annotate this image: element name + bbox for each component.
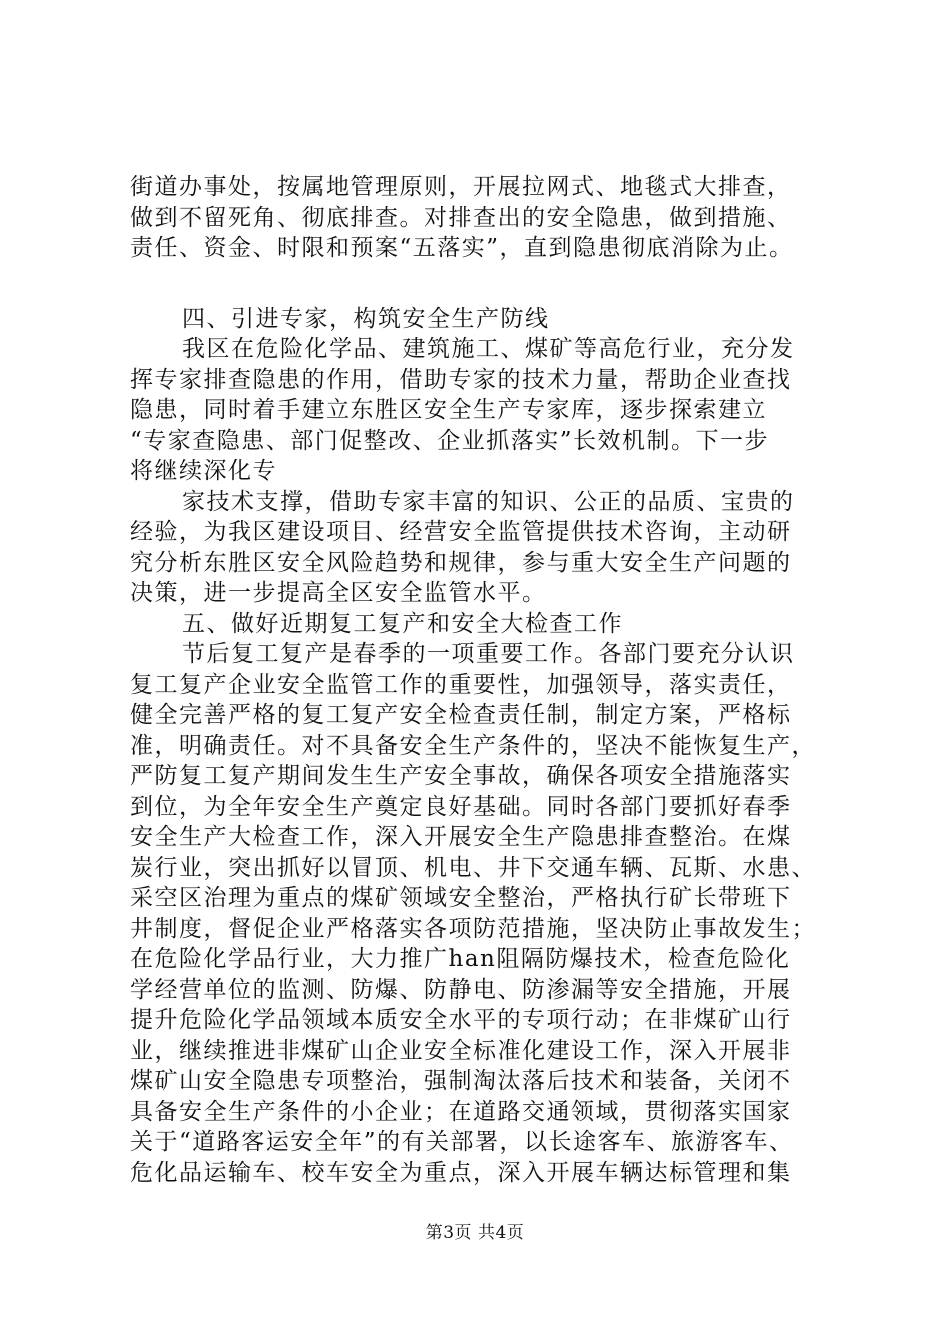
text-line: 我区在危险化学品、建筑施工、煤矿等高危行业，充分发 xyxy=(182,336,795,362)
document-body xyxy=(130,172,830,1188)
section-heading-5: 五、做好近期复工复产和安全大检查工作 xyxy=(182,610,623,637)
text-line: 到位，为全年安全生产奠定良好基础。同时各部门要抓好春季 xyxy=(130,793,792,820)
text-line: 究分析东胜区安全风险趋势和规律，参与重大安全生产问题的 xyxy=(130,549,792,576)
text-line: 经验，为我区建设项目、经营安全监管提供技术咨询，主动研 xyxy=(130,519,792,545)
text-line: 煤矿山安全隐患专项整治，强制淘汰落后技术和装备，关闭不 xyxy=(130,1068,792,1094)
section-heading-4: 四、引进专家，构筑安全生产防线 xyxy=(182,305,550,332)
paragraph-experts xyxy=(130,334,830,487)
paragraph-expert-support xyxy=(130,487,830,609)
text-line: 决策，进一步提高全区安全监管水平。 xyxy=(130,580,547,606)
text-line: 关于“道路客运安全年”的有关部署，以长途客车、旅游客车、 xyxy=(130,1129,794,1155)
text-line: 具备安全生产条件的小企业；在道路交通领域，贯彻落实国家 xyxy=(130,1098,792,1125)
text-line: 隐患，同时着手建立东胜区安全生产专家库，逐步探索建立 xyxy=(130,397,767,423)
text-line: 复工复产企业安全监管工作的重要性，加强领导，落实责任， xyxy=(130,671,792,698)
text-line: 炭行业，突出抓好以冒顶、机电、井下交通车辆、瓦斯、水患、 xyxy=(130,854,816,881)
text-line: 将继续深化专 xyxy=(130,458,277,484)
text-line: 做到不留死角、彻底排查。对排查出的安全隐患，做到措施、 xyxy=(130,204,792,231)
text-line: 井制度，督促企业严格落实各项防范措施，坚决防止事故发生； xyxy=(130,915,816,942)
text-line: 安全生产大检查工作，深入开展安全生产隐患排查整治。在煤 xyxy=(130,824,792,850)
page-footer: 第3页 共4页 xyxy=(425,1223,525,1243)
paragraph-resumption xyxy=(130,639,830,1188)
paragraph-gap xyxy=(130,264,830,304)
text-line: 采空区治理为重点的煤矿领域安全整治，严格执行矿长带班下 xyxy=(130,885,792,911)
text-line: 严防复工复产期间发生生产安全事故，确保各项安全措施落实 xyxy=(130,763,792,789)
text-line: 健全完善严格的复工复产安全检查责任制，制定方案，严格标 xyxy=(130,702,792,728)
text-line: 在危险化学品行业，大力推广han阻隔防爆技术，检查危险化 xyxy=(130,946,791,972)
paragraph-continuation xyxy=(130,172,830,264)
text-line: 挥专家排查隐患的作用，借助专家的技术力量，帮助企业查找 xyxy=(130,366,792,393)
text-line: 节后复工复产是春季的一项重要工作。各部门要充分认识 xyxy=(182,641,795,667)
text-line: 家技术支撑，借助专家丰富的知识、公正的品质、宝贵的 xyxy=(182,488,795,515)
text-line: 街道办事处，按属地管理原则，开展拉网式、地毯式大排查， xyxy=(130,174,792,200)
text-line: 危化品运输车、校车安全为重点，深入开展车辆达标管理和集 xyxy=(130,1159,792,1186)
text-line: 学经营单位的监测、防爆、防静电、防渗漏等安全措施，开展 xyxy=(130,976,792,1003)
text-line: 准，明确责任。对不具备安全生产条件的，坚决不能恢复生产， xyxy=(130,732,816,759)
text-line: 业，继续推进非煤矿山企业安全标准化建设工作，深入开展非 xyxy=(130,1037,792,1064)
text-line: 提升危险化学品领域本质安全水平的专项行动；在非煤矿山行 xyxy=(130,1007,792,1033)
text-line: 责任、资金、时限和预案“五落实”，直到隐患彻底消除为止。 xyxy=(130,235,794,261)
text-line: “专家查隐患、部门促整改、企业抓落实”长效机制。下一步 xyxy=(130,427,770,454)
